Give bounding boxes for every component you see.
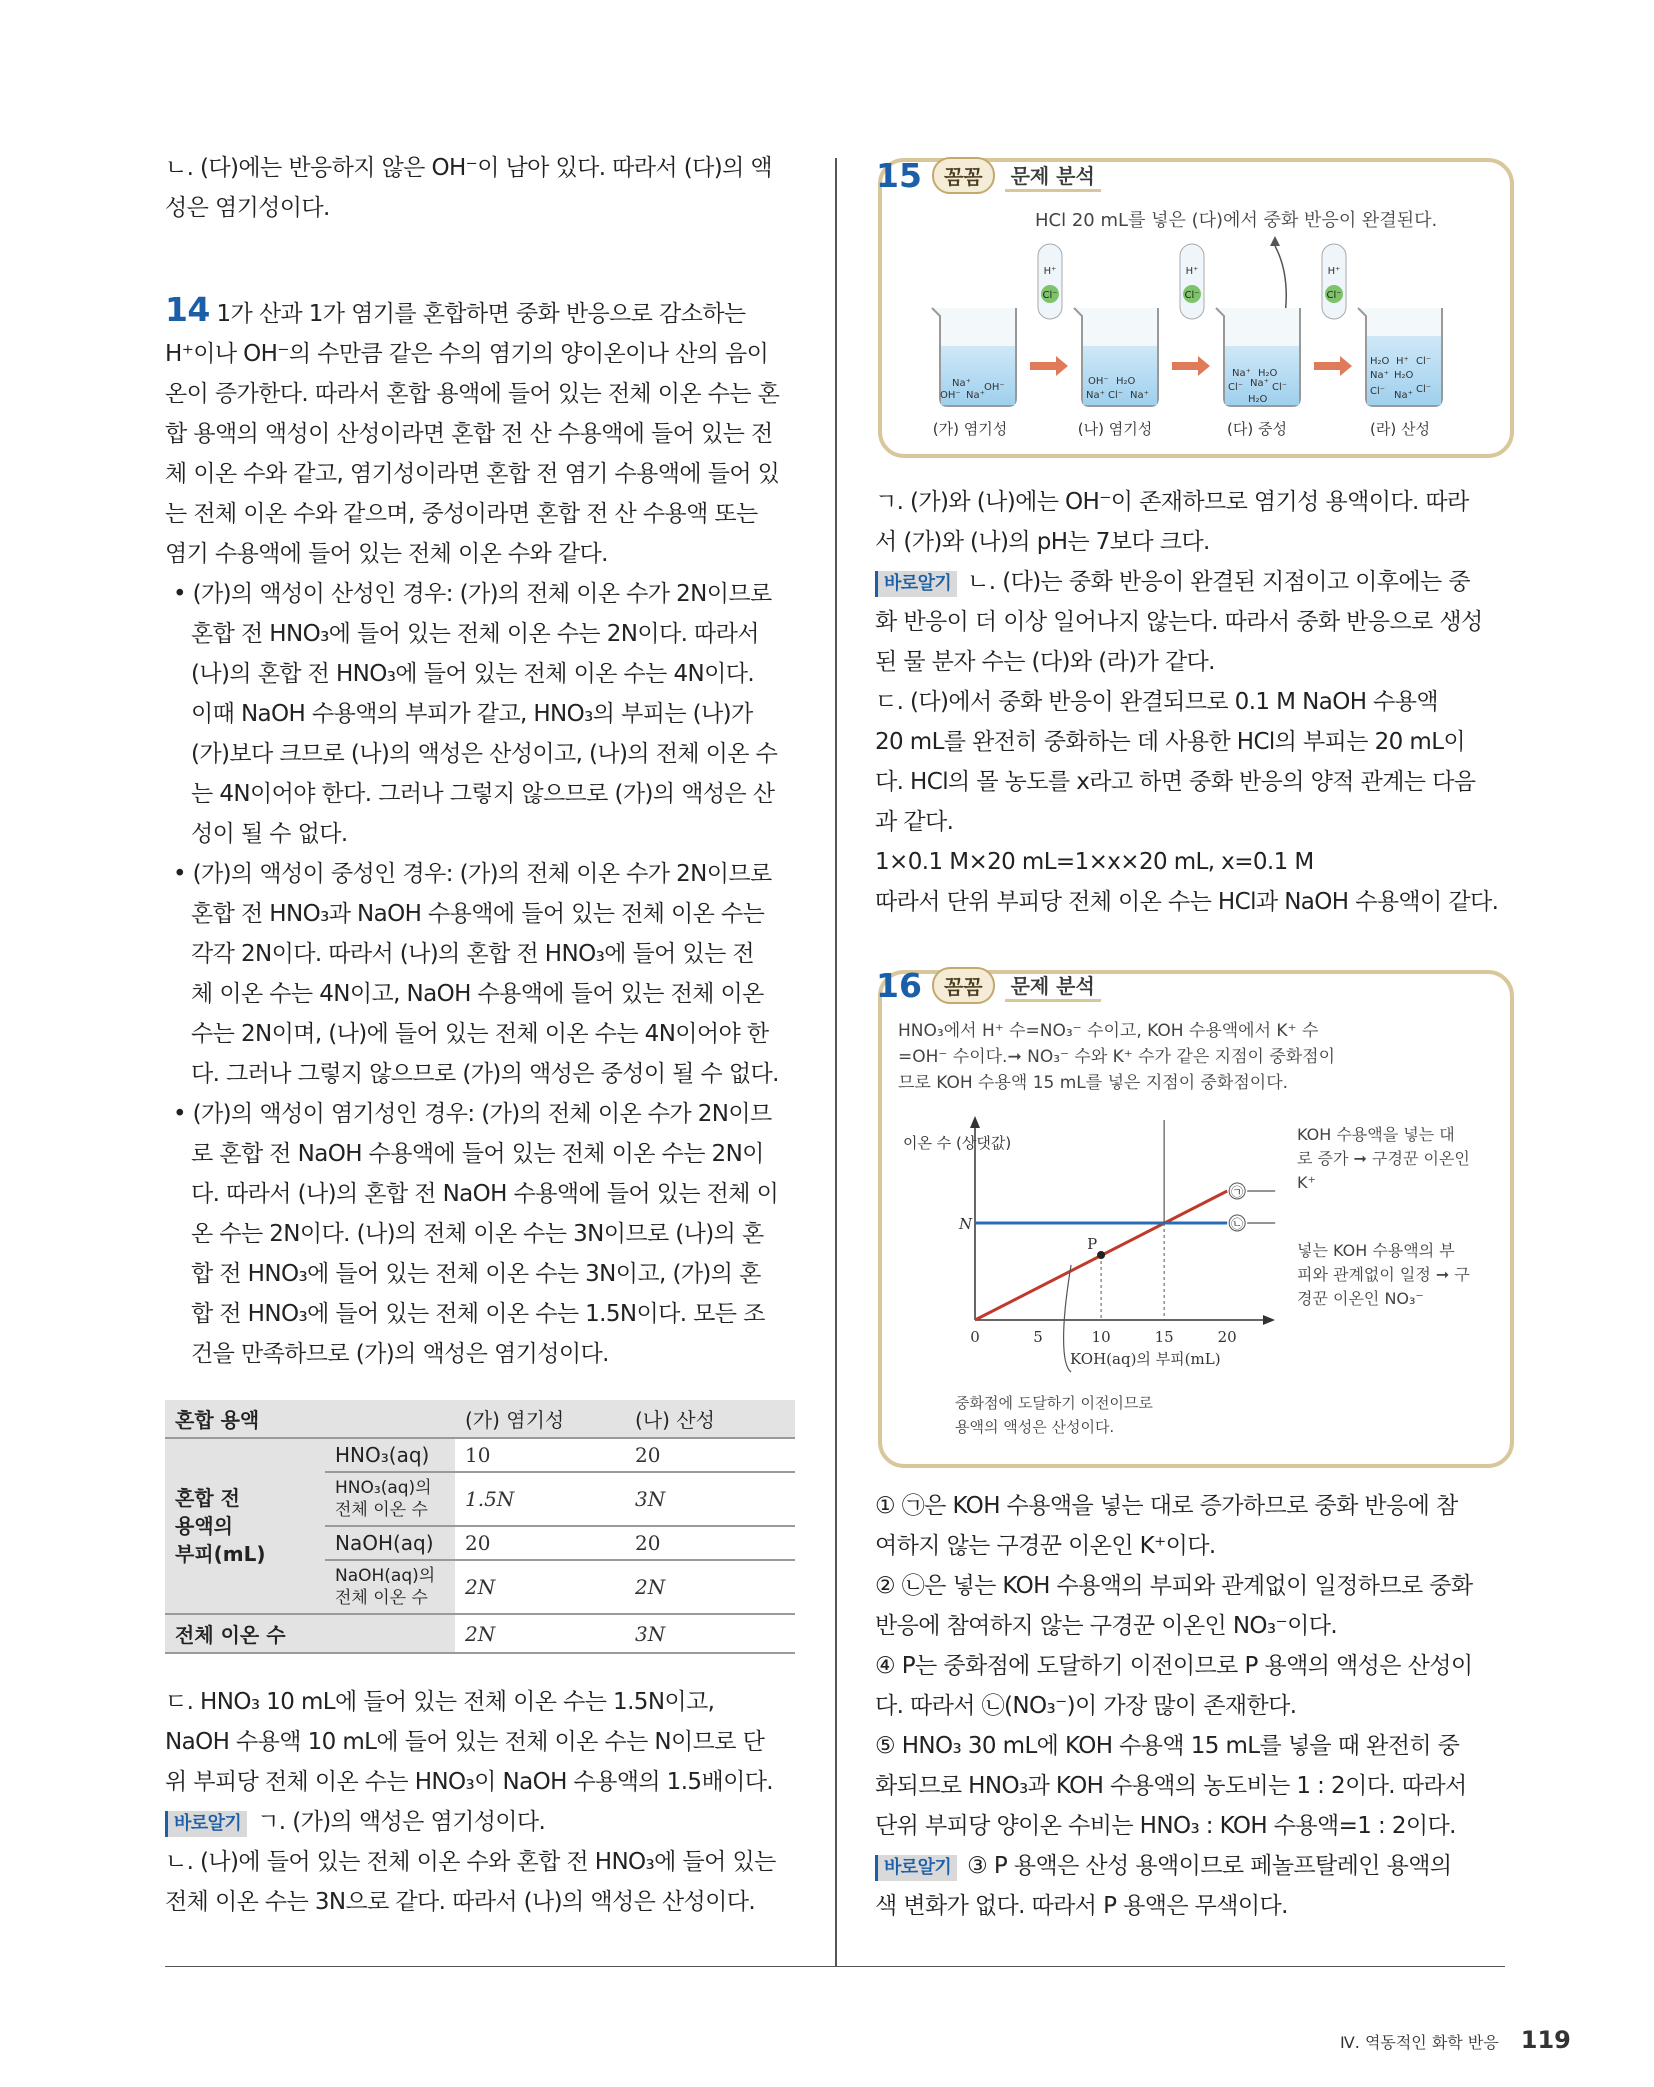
- chapter-title: Ⅳ. 역동적인 화학 반응: [1340, 2033, 1499, 2052]
- analysis-label: 문제 분석: [1005, 970, 1101, 1002]
- ion-label: Cl⁻: [1370, 386, 1386, 397]
- series-marker-label: ㉡: [1231, 1217, 1244, 1231]
- ion-label: Na⁺: [1250, 378, 1269, 389]
- bullet-line: 이때 NaOH 수용액의 부피가 같고, HNO₃의 부피는 (나)가: [191, 701, 753, 727]
- left-column: [165, 148, 800, 1374]
- baro-text: ㄱ. (가)의 액성은 염기성이다.: [257, 1809, 546, 1835]
- ion-label: Cl⁻: [1228, 382, 1244, 393]
- text-line: 화되므로 HNO₃과 KOH 수용액의 농도비는 1 : 2이다. 따라서: [875, 1773, 1467, 1799]
- ion-label: Na⁺: [1130, 390, 1149, 401]
- bullet-line: 합 전 HNO₃에 들어 있는 전체 이온 수는 3N이고, (가)의 혼: [191, 1261, 761, 1287]
- chart-marks: [958, 1120, 1275, 1372]
- beaker-ga: [932, 308, 1016, 406]
- right-arrow-icon: [1030, 356, 1068, 376]
- ion-label: Na⁺: [1232, 368, 1251, 379]
- q14-line: 온이 증가한다. 따라서 혼합 용액에 들어 있는 전체 이온 수는 혼: [165, 381, 780, 407]
- point-p-label: P: [1087, 1235, 1098, 1254]
- series-marker-label: ㉠: [1231, 1184, 1244, 1199]
- text-line: ㄷ. (다)에서 중화 반응이 완결되므로 0.1 M NaOH 수용액: [875, 689, 1438, 715]
- q14-line: 염기 수용액에 들어 있는 전체 이온 수와 같다.: [165, 541, 608, 567]
- text-line: 1×0.1 M×20 mL=1×x×20 mL, x=0.1 M: [875, 849, 1314, 875]
- bullet-line: • (가)의 액성이 염기성인 경우: (가)의 전체 이온 수가 2N이므: [173, 1101, 772, 1127]
- column-divider: [835, 158, 837, 1966]
- table-cell: 20: [455, 1526, 625, 1560]
- table-cell: 3N: [625, 1614, 795, 1653]
- test-tube-3: [1322, 244, 1346, 319]
- table-row-label: NaOH(aq): [325, 1526, 455, 1560]
- ion-label: Na⁺: [966, 390, 985, 401]
- x-tick-label: 10: [1091, 1328, 1111, 1346]
- table-cell: 2N: [455, 1614, 625, 1653]
- q14-line: 1가 산과 1가 염기를 혼합하면 중화 반응으로 감소하는: [216, 301, 746, 327]
- q14-line: 체 이온 수와 같고, 염기성이라면 혼합 전 염기 수용액에 들어 있: [165, 461, 780, 487]
- table-cell: 1.5N: [455, 1472, 625, 1526]
- annotation-no3: [1297, 1241, 1470, 1308]
- text-line: 20 mL를 완전히 중화하는 데 사용한 HCl의 부피는 20 mL이: [875, 729, 1466, 755]
- q14-number: 14: [165, 290, 210, 329]
- ion-label: OH⁻: [984, 382, 1005, 393]
- arrow-head: [1270, 236, 1280, 246]
- text-line: 화 반응이 더 이상 일어나지 않는다. 따라서 중화 반응으로 생성: [875, 609, 1483, 635]
- text-line: 여하지 않는 구경꾼 이온인 K⁺이다.: [875, 1533, 1216, 1559]
- q16-header: [876, 966, 1101, 1005]
- right-arrow-icon: [1172, 356, 1210, 376]
- bullet-line: • (가)의 액성이 산성인 경우: (가)의 전체 이온 수가 2N이므로: [173, 581, 772, 607]
- text-line: 서 (가)와 (나)의 pH는 7보다 크다.: [875, 529, 1210, 555]
- bullet-line: 건을 만족하므로 (가)의 액성은 염기성이다.: [191, 1341, 609, 1367]
- baro-tag: 바로알기: [875, 1855, 957, 1881]
- table-cell: 10: [455, 1438, 625, 1472]
- q16-text: [875, 1486, 1515, 1926]
- bullet-line: 합 전 HNO₃에 들어 있는 전체 이온 수는 1.5N이다. 모든 조: [191, 1301, 765, 1327]
- ion-label: OH⁻: [1088, 376, 1109, 387]
- bullet-line: 각각 2N이다. 따라서 (나)의 혼합 전 HNO₃에 들어 있는 전: [191, 941, 755, 967]
- text-line: 전체 이온 수는 3N으로 같다. 따라서 (나)의 액성은 산성이다.: [165, 1889, 756, 1915]
- text-line: ④ P는 중화점에 도달하기 이전이므로 P 용액의 액성은 산성이: [875, 1653, 1473, 1679]
- annotation-line: K⁺: [1297, 1173, 1316, 1192]
- ion-label: H⁺: [1396, 356, 1409, 367]
- text-line: 색 변화가 없다. 따라서 P 용액은 무색이다.: [875, 1893, 1288, 1919]
- ion-label: Cl⁻: [1108, 390, 1124, 401]
- x-axis-arrow: [1263, 1315, 1275, 1325]
- table-cell: 2N: [455, 1560, 625, 1614]
- table-cell: 20: [625, 1526, 795, 1560]
- baro-tag: 바로알기: [165, 1811, 247, 1837]
- annotation-line: 경꾼 이온인 NO₃⁻: [1297, 1289, 1424, 1308]
- ion-label: Cl⁻: [1272, 382, 1288, 393]
- bullet-line: 다. 따라서 (나)의 혼합 전 NaOH 수용액에 들어 있는 전체 이: [191, 1181, 779, 1207]
- beaker-da: [1216, 308, 1300, 406]
- table-total-label: 전체 이온 수: [165, 1614, 455, 1653]
- page-number: 119: [1520, 2026, 1571, 2054]
- tube-ion: H⁺: [1327, 266, 1341, 277]
- tube-ion: Cl⁻: [1042, 290, 1058, 301]
- note-line: 므로 KOH 수용액 15 mL를 넣은 지점이 중화점이다.: [898, 1073, 1289, 1093]
- group-label-line: 용액의: [175, 1514, 233, 1538]
- baro-text: ③ P 용액은 산성 용액이므로 페놀프탈레인 용액의: [967, 1853, 1452, 1879]
- ion-label: Na⁺: [952, 378, 971, 389]
- bullet-line: 는 4N이어야 한다. 그러나 그렇지 않으므로 (가)의 액성은 산: [191, 781, 775, 807]
- ion-label: H₂O: [1394, 370, 1414, 381]
- tube-ion: Cl⁻: [1184, 290, 1200, 301]
- ion-label: H₂O: [1116, 376, 1136, 387]
- text-line: ㄷ. HNO₃ 10 mL에 들어 있는 전체 이온 수는 1.5N이고,: [165, 1689, 715, 1715]
- text-line: ② ㉡은 넣는 KOH 수용액의 부피와 관계없이 일정하므로 중화: [875, 1573, 1473, 1599]
- beaker-label: (라) 산성: [1370, 420, 1430, 438]
- y-axis-label-text: 이온 수 (상댓값): [903, 1134, 1012, 1152]
- ion-label: Na⁺: [1370, 370, 1389, 381]
- ion-count-chart: [895, 1096, 1495, 1456]
- table-cell: 2N: [625, 1560, 795, 1614]
- table-header-mix: 혼합 용액: [165, 1400, 455, 1438]
- y-axis-label: [903, 1134, 1011, 1152]
- point-p: [1097, 1251, 1105, 1259]
- text-line: NaOH 수용액 10 mL에 들어 있는 전체 이온 수는 N이므로 단: [165, 1729, 765, 1755]
- beaker-label: (가) 염기성: [932, 420, 1008, 438]
- q15-text: [875, 482, 1515, 922]
- annotation-line: 중화점에 도달하기 이전이므로: [955, 1394, 1153, 1412]
- left-bottom-text: [165, 1682, 800, 1922]
- annotation-line: 피와 관계없이 일정 ➞ 구: [1297, 1265, 1470, 1284]
- beaker-label: (다) 중성: [1227, 420, 1287, 438]
- bullet-line: 로 혼합 전 NaOH 수용액에 들어 있는 전체 이온 수는 2N이: [191, 1141, 764, 1167]
- q14-line: H⁺이나 OH⁻의 수만큼 같은 수의 염기의 양이온이나 산의 음이: [165, 341, 769, 367]
- q14-first-line: [165, 290, 800, 334]
- annotation-line: 넣는 KOH 수용액의 부: [1297, 1241, 1455, 1260]
- footer-rule: [165, 1966, 1505, 1967]
- bullet-line: 체 이온 수는 4N이고, NaOH 수용액에 들어 있는 전체 이온: [191, 981, 764, 1007]
- bullet-line: 온 수는 2N이다. (나)의 전체 이온 수는 3N이므로 (나)의 혼: [191, 1221, 764, 1247]
- table-row-label: NaOH(aq)의 전체 이온 수: [325, 1560, 455, 1614]
- note-line: =OH⁻ 수이다.➞ NO₃⁻ 수와 K⁺ 수가 같은 지점이 중화점이: [898, 1047, 1336, 1067]
- ion-label: Cl⁻: [1416, 356, 1432, 367]
- analysis-label: 문제 분석: [1005, 160, 1101, 192]
- table-header-ga: (가) 염기성: [455, 1400, 625, 1438]
- text-line: 과 같다.: [875, 809, 954, 835]
- test-tube-2: [1180, 244, 1204, 319]
- beaker-label: (나) 염기성: [1077, 420, 1153, 438]
- text-line: 따라서 단위 부피당 전체 이온 수는 HCl과 NaOH 수용액이 같다.: [875, 889, 1499, 915]
- beaker-na: [1074, 308, 1158, 406]
- bullet-line: 수는 2N이며, (나)에 들어 있는 전체 이온 수는 4N이어야 한: [191, 1021, 769, 1047]
- ion-label: H₂O: [1248, 394, 1268, 405]
- tube-ion: H⁺: [1185, 266, 1199, 277]
- baro-text: ㄴ. (다)는 중화 반응이 완결된 지점이고 이후에는 중: [967, 569, 1470, 595]
- beaker-diagram: [930, 234, 1490, 444]
- table-row-label: HNO₃(aq)의 전체 이온 수: [325, 1472, 455, 1526]
- tube-ion: Cl⁻: [1326, 290, 1342, 301]
- mixture-table: [165, 1400, 795, 1654]
- ion-label: OH⁻: [940, 390, 961, 401]
- text-line: ㄴ. (나)에 들어 있는 전체 이온 수와 혼합 전 HNO₃에 들어 있는: [165, 1849, 776, 1875]
- bullet-line: 성이 될 수 없다.: [191, 821, 348, 847]
- annotation-bottom: [955, 1394, 1153, 1436]
- footer: [1340, 2026, 1571, 2054]
- right-arrow-icon: [1314, 356, 1352, 376]
- x-axis-label: KOH(aq)의 부피(mL): [1070, 1350, 1221, 1368]
- kkom-badge: 꼼꼼: [932, 967, 995, 1004]
- q16-number: 16: [876, 966, 922, 1005]
- text-line: 다. 따라서 ㉡(NO₃⁻)이 가장 많이 존재한다.: [875, 1693, 1297, 1719]
- table-cell: 20: [625, 1438, 795, 1472]
- annotation-k: [1297, 1125, 1470, 1192]
- baro-tag: 바로알기: [875, 571, 957, 597]
- text-line: ① ㉠은 KOH 수용액을 넣는 대로 증가하므로 중화 반응에 참: [875, 1493, 1458, 1519]
- q15-number: 15: [876, 156, 922, 195]
- test-tube-1: [1038, 244, 1062, 319]
- kkom-badge: 꼼꼼: [932, 157, 995, 194]
- bullet-line: (가)보다 크므로 (나)의 액성은 산성이고, (나)의 전체 이온 수: [191, 741, 778, 767]
- intro-line: ㄴ. (다)에는 반응하지 않은 OH⁻이 남아 있다. 따라서 (다)의 액: [165, 155, 773, 181]
- bullet-line: 혼합 전 HNO₃에 들어 있는 전체 이온 수는 2N이다. 따라서: [191, 621, 759, 647]
- text-line: ⑤ HNO₃ 30 mL에 KOH 수용액 15 mL를 넣을 때 완전히 중: [875, 1733, 1460, 1759]
- q14-line: 합 용액의 액성이 산성이라면 혼합 전 산 수용액에 들어 있는 전: [165, 421, 773, 447]
- table-row-label: HNO₃(aq): [325, 1438, 455, 1472]
- x-tick-label: 20: [1217, 1328, 1237, 1346]
- text-line: 다. HCl의 몰 농도를 x라고 하면 중화 반응의 양적 관계는 다음: [875, 769, 1476, 795]
- text-line: 된 물 분자 수는 (다)와 (라)가 같다.: [875, 649, 1215, 675]
- table-cell: 3N: [625, 1472, 795, 1526]
- ion-label: Na⁺: [1394, 390, 1413, 401]
- y-tick-label: N: [959, 1215, 973, 1233]
- ion-label: H₂O: [1258, 368, 1278, 379]
- annotation-line: KOH 수용액을 넣는 대: [1297, 1125, 1455, 1144]
- baro-line: [875, 562, 1515, 602]
- beaker-ra: [1358, 308, 1442, 406]
- group-label-line: 혼합 전: [175, 1486, 240, 1510]
- table-header-na: (나) 산성: [625, 1400, 795, 1438]
- ion-label: Cl⁻: [1416, 384, 1432, 395]
- text-line: 반응에 참여하지 않는 구경꾼 이온인 NO₃⁻이다.: [875, 1613, 1338, 1639]
- note-line: HNO₃에서 H⁺ 수=NO₃⁻ 수이고, KOH 수용액에서 K⁺ 수: [898, 1021, 1319, 1041]
- text-line: ㄱ. (가)와 (나)에는 OH⁻이 존재하므로 염기성 용액이다. 따라: [875, 489, 1469, 515]
- x-tick-label: 5: [1033, 1328, 1043, 1346]
- q16-note: [898, 1018, 1418, 1096]
- table-group-label: [165, 1438, 325, 1614]
- text-line: 단위 부피당 양이온 수비는 HNO₃ : KOH 수용액=1 : 2이다.: [875, 1813, 1456, 1839]
- q15-header: [876, 156, 1101, 195]
- text-line: 위 부피당 전체 이온 수는 HNO₃이 NaOH 수용액의 1.5배이다.: [165, 1769, 774, 1795]
- baro-line: [875, 1846, 1515, 1886]
- x-tick-label: 0: [970, 1328, 980, 1346]
- group-label-line: 부피(mL): [175, 1542, 266, 1566]
- y-axis-arrow: [970, 1116, 980, 1128]
- annotation-line: 용액의 액성은 산성이다.: [955, 1418, 1115, 1436]
- x-tick-label: 15: [1154, 1328, 1174, 1346]
- bullet-line: (나)의 혼합 전 HNO₃에 들어 있는 전체 이온 수는 4N이다.: [191, 661, 755, 687]
- bullet-line: • (가)의 액성이 중성인 경우: (가)의 전체 이온 수가 2N이므로: [173, 861, 772, 887]
- ion-label: H₂O: [1370, 356, 1390, 367]
- ion-label: Na⁺: [1086, 390, 1105, 401]
- intro-line: 성은 염기성이다.: [165, 195, 330, 221]
- annotation-line: 로 증가 ➞ 구경꾼 이온인: [1297, 1149, 1470, 1168]
- baro-line: [165, 1802, 800, 1842]
- bullet-line: 혼합 전 HNO₃과 NaOH 수용액에 들어 있는 전체 이온 수는: [191, 901, 765, 927]
- q14-line: 는 전체 이온 수와 같으며, 중성이라면 혼합 전 산 수용액 또는: [165, 501, 758, 527]
- tube-ion: H⁺: [1043, 266, 1057, 277]
- bullet-line: 다. 그러나 그렇지 않으므로 (가)의 액성은 중성이 될 수 없다.: [191, 1061, 779, 1087]
- q15-note: HCl 20 mL를 넣은 (다)에서 중화 반응이 완결된다.: [1035, 210, 1438, 231]
